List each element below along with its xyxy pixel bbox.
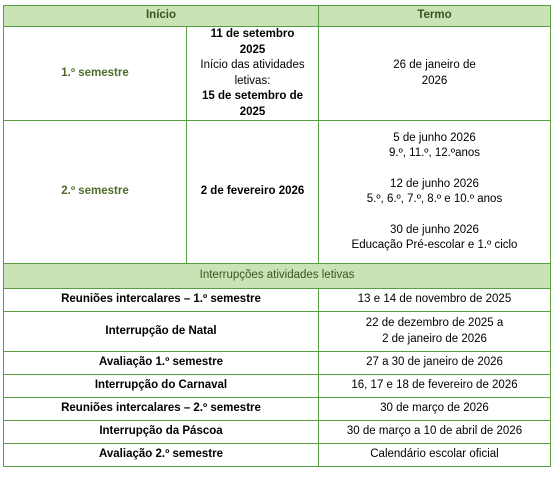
semester-1-start bbox=[187, 27, 319, 121]
interruption-date: 16, 17 e 18 de fevereiro de 2026 bbox=[319, 375, 551, 398]
semester-2-row bbox=[4, 121, 551, 264]
semester-1-end bbox=[319, 27, 551, 121]
interruption-date: Calendário escolar oficial bbox=[319, 444, 551, 467]
interruption-label: Interrupção de Natal bbox=[4, 312, 319, 352]
semester-1-start-line: 15 de setembro de bbox=[202, 90, 303, 102]
interruption-date bbox=[319, 312, 551, 352]
semester-2-end-line: 12 de junho 2026 bbox=[390, 177, 479, 190]
semester-1-end-line: 2026 bbox=[421, 74, 448, 87]
interruption-row bbox=[4, 398, 551, 421]
interruptions-title: Interrupções atividades letivas bbox=[4, 264, 551, 289]
interruption-label: Avaliação 1.º semestre bbox=[4, 352, 319, 375]
semester-2-start: 2 de fevereiro 2026 bbox=[187, 121, 319, 264]
semester-2-end-line: 9.º, 11.º, 12.ºanos bbox=[388, 147, 481, 159]
semester-2-end-line: 30 de junho 2026 bbox=[390, 223, 479, 236]
interruption-date: 13 e 14 de novembro de 2025 bbox=[319, 289, 551, 312]
interruption-label: Interrupção do Carnaval bbox=[4, 375, 319, 398]
interruption-date-line: 22 de dezembro de 2025 a bbox=[365, 317, 504, 329]
header-row bbox=[4, 6, 551, 27]
semester-1-start-line: 2025 bbox=[239, 43, 266, 56]
interruption-row bbox=[4, 312, 551, 352]
semester-1-label: 1.º semestre bbox=[4, 27, 187, 121]
interruption-date-line: 2 de janeiro de 2026 bbox=[382, 332, 487, 345]
semester-1-start-line: Início das atividades bbox=[200, 59, 305, 71]
interruption-row bbox=[4, 375, 551, 398]
interruption-label: Interrupção da Páscoa bbox=[4, 421, 319, 444]
header-termo: Termo bbox=[319, 6, 551, 27]
interruption-date: 30 de março a 10 de abril de 2026 bbox=[319, 421, 551, 444]
semester-1-start-line: 11 de setembro bbox=[210, 28, 295, 40]
interruption-label: Reuniões intercalares – 2.º semestre bbox=[4, 398, 319, 421]
interruption-row bbox=[4, 352, 551, 375]
semester-1-start-line: 2025 bbox=[239, 105, 266, 118]
interruption-row bbox=[4, 444, 551, 467]
semester-2-end-line: 5 de junho 2026 bbox=[393, 131, 476, 144]
semester-2-end-line: 5.º, 6.º, 7.º, 8.º e 10.º anos bbox=[366, 193, 503, 205]
interruption-row bbox=[4, 289, 551, 312]
semester-2-end-line: Educação Pré-escolar e 1.º ciclo bbox=[351, 239, 518, 251]
interruption-label: Avaliação 2.º semestre bbox=[4, 444, 319, 467]
interruption-label: Reuniões intercalares – 1.º semestre bbox=[4, 289, 319, 312]
semester-2-end bbox=[319, 121, 551, 264]
semester-2-label: 2.º semestre bbox=[4, 121, 187, 264]
interruptions-header-row bbox=[4, 264, 551, 289]
header-inicio: Início bbox=[4, 6, 319, 27]
interruption-date: 27 a 30 de janeiro de 2026 bbox=[319, 352, 551, 375]
semester-1-row bbox=[4, 27, 551, 121]
school-calendar-table bbox=[3, 5, 551, 467]
semester-1-end-line: 26 de janeiro de bbox=[393, 59, 476, 71]
interruption-row bbox=[4, 421, 551, 444]
semester-1-start-line: letivas: bbox=[234, 74, 271, 87]
interruption-date: 30 de março de 2026 bbox=[319, 398, 551, 421]
spacer bbox=[323, 162, 546, 177]
spacer bbox=[323, 208, 546, 223]
